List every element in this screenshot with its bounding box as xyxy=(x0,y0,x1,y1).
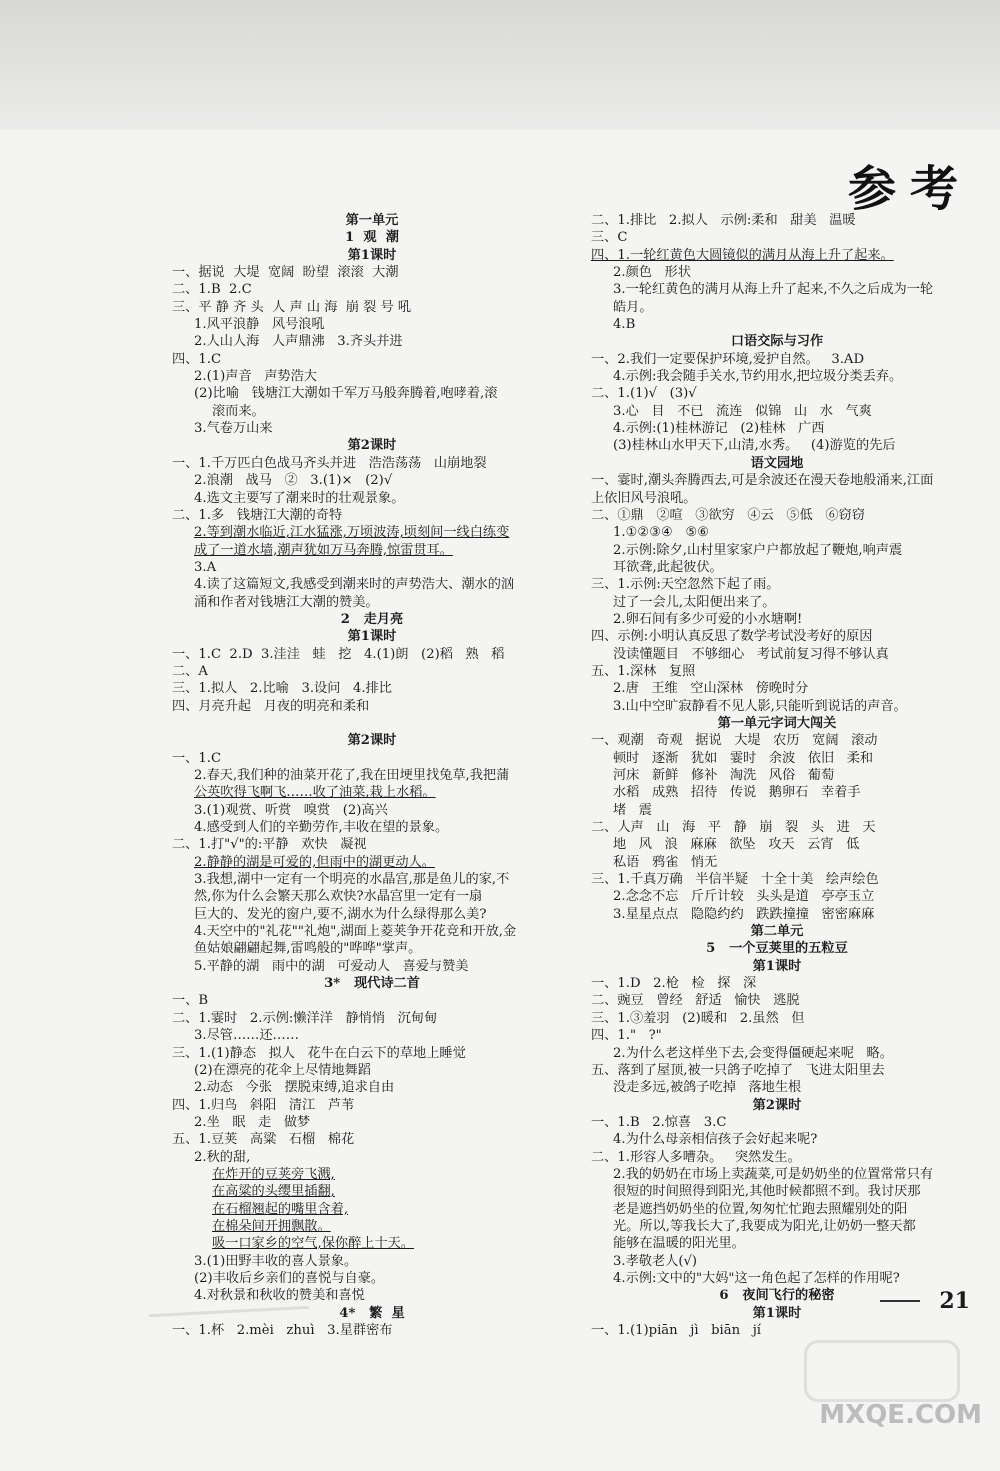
answer-text: 4.对秋景和秋收的赞美和喜悦 xyxy=(194,1288,365,1304)
answer-line xyxy=(591,1045,963,1062)
answer-text: 耳欲聋,此起彼伏。 xyxy=(613,559,723,575)
answer-line xyxy=(591,767,963,784)
section-heading xyxy=(172,247,572,264)
section-heading xyxy=(172,229,572,246)
answer-text: 1 观 潮 xyxy=(345,230,399,246)
answer-line xyxy=(591,472,963,489)
right-column xyxy=(591,212,963,1339)
answer-line xyxy=(591,1166,963,1183)
answer-text: 一、1.(1)piān jì biān jí xyxy=(591,1323,762,1338)
answer-line xyxy=(591,802,963,819)
answer-text: 三、1.(1)静态 拟人 花牛在白云下的草地上睡觉 xyxy=(172,1045,466,1061)
answer-text: 一、据说 大堤 宽阔 盼望 滚滚 大潮 xyxy=(172,265,399,281)
answer-line xyxy=(591,1322,963,1339)
answer-line xyxy=(591,542,963,559)
answer-line xyxy=(172,542,572,559)
answer-text: 5 一个豆荚里的五粒豆 xyxy=(706,941,848,957)
answer-line xyxy=(172,646,572,663)
answer-line xyxy=(172,281,572,298)
answer-line xyxy=(172,698,572,715)
answer-text: 没走多远,被鸽子吃掉 落地生根 xyxy=(613,1080,802,1096)
answer-line xyxy=(172,940,572,957)
answer-text: 第二单元 xyxy=(750,924,804,940)
answer-line xyxy=(591,784,963,801)
answer-line xyxy=(172,888,572,905)
answer-text: (2)在漂亮的花伞上尽情地舞蹈 xyxy=(194,1062,371,1078)
answer-text: 过了一会儿,太阳便出来了。 xyxy=(613,594,776,610)
answer-text: 成了一道水墙,潮声犹如万马奔腾,惊雷贯耳。 xyxy=(194,542,453,558)
answer-text: 三、1.拟人 2.比喻 3.设问 4.排比 xyxy=(172,681,392,697)
answer-line xyxy=(591,490,963,507)
answer-text: (2)比喻 钱塘江大潮如千军万马般奔腾着,咆哮着,滚 xyxy=(194,386,498,402)
answer-line xyxy=(591,594,963,611)
answer-line xyxy=(591,316,963,333)
answer-line xyxy=(591,507,963,524)
answer-line xyxy=(591,403,963,420)
answer-text: 语文园地 xyxy=(750,455,804,471)
answer-text: 二、1.(1)√ (3)√ xyxy=(591,386,697,402)
answer-text: 四、月亮升起 月夜的明亮和柔和 xyxy=(172,698,370,714)
answer-text: 三、1.示例:天空忽然下起了雨。 xyxy=(591,577,780,593)
publisher-stamp xyxy=(149,1306,311,1363)
answer-line xyxy=(591,906,963,923)
answer-text: 2.念念不忘 斤斤计较 头头是道 亭亭玉立 xyxy=(613,889,875,905)
answer-text: 二、1.形容人多嘈杂。 突然发生。 xyxy=(591,1149,801,1165)
answer-text: 二、人声 山 海 平 静 崩 裂 头 进 天 xyxy=(591,820,876,836)
answer-text: 二、1.多 钱塘江大潮的奇特 xyxy=(172,507,343,523)
answer-text: 2.坐 眠 走 做梦 xyxy=(194,1114,311,1130)
answer-text: 2.人山人海 人声鼎沸 3.齐头并进 xyxy=(194,334,403,350)
answer-text: 3.孝敬老人(√) xyxy=(613,1253,698,1269)
answer-line xyxy=(591,871,963,888)
answer-text: 一、1.C xyxy=(172,750,222,766)
answer-line xyxy=(172,420,572,437)
answer-line xyxy=(172,1045,572,1062)
answer-line xyxy=(172,1149,572,1166)
section-heading xyxy=(591,715,963,732)
answer-line xyxy=(172,992,572,1009)
answer-text: 4.为什么母亲相信孩子会好起来呢? xyxy=(613,1132,818,1148)
answer-line xyxy=(172,576,572,593)
answer-text: 1.①②③④ ⑤⑥ xyxy=(613,525,710,541)
section-heading xyxy=(172,628,572,645)
answer-line xyxy=(591,1131,963,1148)
answer-text: 2.唐 王维 空山深林 傍晚时分 xyxy=(613,681,809,697)
answer-line xyxy=(591,732,963,749)
answer-text: 第2课时 xyxy=(752,1097,802,1113)
answer-line xyxy=(172,1218,572,1235)
answer-line xyxy=(591,1270,963,1287)
answer-text: 二、A xyxy=(172,663,208,679)
section-heading xyxy=(591,1287,963,1304)
watermark-text: MXQE.COM xyxy=(819,1400,982,1430)
answer-text: 4.B xyxy=(613,317,636,333)
answer-text: 4.示例:我会随手关水,节约用水,把垃圾分类丢弃。 xyxy=(613,369,903,385)
answer-line xyxy=(591,264,963,281)
answer-text: 3.尽管……还…… xyxy=(194,1028,299,1044)
answer-line xyxy=(172,594,572,611)
answer-line xyxy=(591,368,963,385)
answer-text: 私语 鸦雀 悄无 xyxy=(613,854,718,870)
answer-line xyxy=(172,403,572,420)
answer-line xyxy=(172,368,572,385)
answer-text: 皓月。 xyxy=(613,299,653,315)
answer-text: 五、1.深林 复照 xyxy=(591,663,696,679)
answer-text: 四、1.C xyxy=(172,351,222,367)
answer-text: 在棉朵间开拥飘散。 xyxy=(212,1218,331,1234)
answer-line xyxy=(172,1270,572,1287)
answer-text: 堵 震 xyxy=(613,802,652,818)
answer-line xyxy=(591,1010,963,1027)
answer-line xyxy=(591,247,963,264)
answer-line xyxy=(172,351,572,368)
answer-text: 鱼姑娘翩翩起舞,雷鸣般的"哗哗"掌声。 xyxy=(194,941,422,957)
answer-text: 3.一轮红黄色的满月从海上升了起来,不久之后成为一轮 xyxy=(613,282,934,298)
answer-text: 2.等到潮水临近,江水猛涨,万顷波涛,顷刻间一线白练变 xyxy=(194,525,510,541)
answer-text: 能够在温暖的阳光里。 xyxy=(613,1236,745,1252)
answer-line xyxy=(591,1183,963,1200)
answer-text: 2.我的奶奶在市场上卖蔬菜,可是奶奶坐的位置常常只有 xyxy=(613,1166,934,1182)
answer-line xyxy=(591,888,963,905)
answer-line xyxy=(172,1235,572,1252)
answer-text: 一、霎时,潮头奔腾西去,可是余波还在漫天卷地般涌来,江面 xyxy=(591,473,934,489)
answer-text: 4.选文主要写了潮来时的壮观景象。 xyxy=(194,490,405,506)
section-heading xyxy=(591,1305,963,1322)
answer-line xyxy=(172,316,572,333)
watermark-logo xyxy=(804,1340,960,1402)
left-column xyxy=(172,212,572,1339)
answer-line xyxy=(172,1253,572,1270)
answer-text: 2 走月亮 xyxy=(340,611,404,627)
section-heading xyxy=(591,455,963,472)
section-heading xyxy=(591,1097,963,1114)
answer-line xyxy=(591,420,963,437)
answer-line xyxy=(591,819,963,836)
answer-line xyxy=(172,854,572,871)
answer-line xyxy=(591,1149,963,1166)
answer-text: 三、C xyxy=(591,230,628,246)
answer-text: 2.卵石间有多少可爱的小水塘啊! xyxy=(613,611,803,627)
answer-text: 光。所以,等我长大了,我要成为阳光,让奶奶一整天都 xyxy=(613,1218,916,1234)
answer-text: 吸一口家乡的空气,保你醉上十天。 xyxy=(212,1236,415,1252)
answer-text: 三、1.③羞羽 (2)暖和 2.虽然 但 xyxy=(591,1010,805,1026)
answer-text: 然,你为什么会繁天那么欢快?水晶宫里一定有一扇 xyxy=(194,889,483,905)
answer-text: 口语交际与习作 xyxy=(730,334,824,350)
answer-text: 1.风平浪静 风号浪吼 xyxy=(194,317,325,333)
page-number: 21 xyxy=(939,1288,970,1314)
answer-line xyxy=(591,680,963,697)
answer-text: 一、1.B 2.惊喜 3.C xyxy=(591,1114,727,1130)
section-heading xyxy=(172,975,572,992)
answer-line xyxy=(172,472,572,489)
answer-text: 第1课时 xyxy=(752,1305,802,1321)
answer-text: 二、1.排比 2.拟人 示例:柔和 甜美 温暖 xyxy=(591,213,856,228)
answer-text: 4* 繁 星 xyxy=(339,1305,405,1321)
answer-text: 老是遮挡奶奶坐的位置,匆匆忙忙跑去照耀别处的阳 xyxy=(613,1201,908,1217)
answer-text: 2.(1)声音 声势浩大 xyxy=(194,369,317,385)
answer-line xyxy=(591,992,963,1009)
answer-line xyxy=(591,559,963,576)
answer-line xyxy=(172,663,572,680)
answer-line xyxy=(172,1079,572,1096)
answer-line xyxy=(591,351,963,368)
answer-line xyxy=(172,715,572,732)
answer-line xyxy=(591,385,963,402)
answer-line xyxy=(172,1183,572,1200)
answer-line xyxy=(591,1218,963,1235)
answer-line xyxy=(172,1097,572,1114)
answer-line xyxy=(591,854,963,871)
answer-text: 4.示例:(1)桂林游记 (2)桂林 广西 xyxy=(613,421,825,437)
answer-line xyxy=(172,455,572,472)
answer-line xyxy=(591,1027,963,1044)
answer-line xyxy=(591,1079,963,1096)
answer-line xyxy=(172,1010,572,1027)
answer-text: 2.秋的甜, xyxy=(194,1149,251,1165)
answer-text: 二、1.打"√"的:平静 欢快 凝视 xyxy=(172,837,367,853)
answer-line xyxy=(172,507,572,524)
answer-text: (2)丰收后乡亲们的喜悦与自豪。 xyxy=(194,1270,385,1286)
answer-text: 五、落到了屋顶,被一只鸽子吃掉了 飞进太阳里去 xyxy=(591,1062,885,1078)
answer-text: 一、1.千万匹白色战马齐头并进 浩浩荡荡 山崩地裂 xyxy=(172,455,487,471)
section-heading xyxy=(591,940,963,957)
answer-text: 滚而来。 xyxy=(212,403,265,419)
answer-line xyxy=(172,559,572,576)
answer-text: 2.颜色 形状 xyxy=(613,265,691,281)
answer-line xyxy=(172,264,572,281)
answer-line xyxy=(172,490,572,507)
answer-text: 6 夜间飞行的秘密 xyxy=(719,1288,835,1304)
answer-text: 2.动态 今张 摆脱束缚,追求自由 xyxy=(194,1080,395,1096)
answer-text: 涌和作者对钱塘江大潮的赞美。 xyxy=(194,594,379,610)
answer-text: 第2课时 xyxy=(347,733,397,749)
answer-text: 顿时 逐渐 犹如 霎时 余波 依旧 柔和 xyxy=(613,750,874,766)
answer-line xyxy=(172,767,572,784)
section-heading xyxy=(591,958,963,975)
answer-line xyxy=(591,437,963,454)
answer-line xyxy=(591,1062,963,1079)
answer-text: 二、1.B 2.C xyxy=(172,282,252,298)
answer-line xyxy=(591,212,963,229)
answer-text: (3)桂林山水甲天下,山清,水秀。 (4)游览的先后 xyxy=(613,438,896,454)
answer-text: 第1课时 xyxy=(347,247,397,263)
answer-text: 上依旧风号浪吼。 xyxy=(591,490,697,506)
answer-text: 四、1." ?" xyxy=(591,1028,662,1044)
answer-text: 3.我想,湖中一定有一个明亮的水晶宫,那是鱼儿的家,不 xyxy=(194,872,510,888)
answer-text: 一、1.杯 2.mèi zhuì 3.星群密布 xyxy=(172,1323,393,1338)
answer-line xyxy=(172,819,572,836)
answer-line xyxy=(591,663,963,680)
answer-text: 一、1.C 2.D 3.洼洼 蛙 挖 4.(1)朗 (2)稻 熟 稻 xyxy=(172,646,505,662)
answer-line xyxy=(172,1166,572,1183)
answer-text: 四、1.一轮红黄色大圆镜似的满月从海上升了起来。 xyxy=(591,247,894,263)
answer-text: 第一单元字词大闯关 xyxy=(717,715,837,731)
answer-text: 第2课时 xyxy=(347,438,397,454)
answer-text: 五、1.豆荚 高粱 石榴 棉花 xyxy=(172,1132,355,1148)
section-heading xyxy=(172,611,572,628)
answer-line xyxy=(172,906,572,923)
answer-text: 4.示例:文中的"大妈"这一角色起了怎样的作用呢? xyxy=(613,1270,900,1286)
answer-line xyxy=(172,1201,572,1218)
answer-line xyxy=(172,299,572,316)
answer-text: 没读懂题目 不够细心 考试前复习得不够认真 xyxy=(613,646,889,662)
answer-line xyxy=(591,750,963,767)
answer-text: 一、观潮 奇观 据说 大堤 农历 宽阔 滚动 xyxy=(591,733,878,749)
answer-text: 2.为什么老这样坐下去,会变得僵硬起来呢 略。 xyxy=(613,1045,893,1061)
answer-line xyxy=(591,611,963,628)
page-number-dash xyxy=(880,1300,920,1302)
answer-text: 3.山中空旷寂静看不见人影,只能听到说话的声音。 xyxy=(613,698,907,714)
answer-text: 巨大的、发光的窗户,要不,湖水为什么绿得那么美? xyxy=(194,906,487,922)
answer-line xyxy=(591,1235,963,1252)
answer-text: 3.心 目 不已 流连 似锦 山 水 气爽 xyxy=(613,403,872,419)
answer-line xyxy=(172,958,572,975)
answer-text: 3.星星点点 隐隐约约 跌跌撞撞 密密麻麻 xyxy=(613,906,875,922)
answer-text: 公英吹得飞啊飞……收了油菜,栽上水稻。 xyxy=(194,785,436,801)
answer-line xyxy=(172,680,572,697)
answer-line xyxy=(172,923,572,940)
answer-text: 一、B xyxy=(172,993,209,1009)
scan-top-band xyxy=(0,0,1000,130)
answer-text: 水稻 成熟 招待 传说 鹅卵石 幸着手 xyxy=(613,785,861,801)
answer-line xyxy=(591,524,963,541)
answer-text: 3.气卷万山来 xyxy=(194,421,273,437)
section-heading xyxy=(172,732,572,749)
answer-line xyxy=(591,299,963,316)
answer-text: 四、示例:小明认真反思了数学考试没考好的原因 xyxy=(591,629,873,645)
answer-text: 3.(1)田野丰收的喜人景象。 xyxy=(194,1253,358,1269)
answer-text: 三、平 静 齐 头 人 声 山 海 崩 裂 号 吼 xyxy=(172,299,412,315)
answer-text: 4.读了这篇短文,我感受到潮来时的声势浩大、潮水的汹 xyxy=(194,577,515,593)
section-heading xyxy=(172,212,572,229)
answer-text: 一、1.D 2.枪 检 探 深 xyxy=(591,976,757,992)
answer-text: 2.浪潮 战马 ② 3.(1)× (2)√ xyxy=(194,473,393,489)
answer-text: 三、1.千真万确 半信半疑 十全十美 绘声绘色 xyxy=(591,872,879,888)
answer-text: 四、1.归鸟 斜阳 清江 芦苇 xyxy=(172,1097,355,1113)
answer-text: 地 风 浪 麻麻 欲坠 攻天 云宵 低 xyxy=(613,837,860,853)
answer-line xyxy=(591,698,963,715)
answer-line xyxy=(591,1114,963,1131)
answer-text: 4.天空中的"礼花""礼炮",湖面上菱荚争开花竞和开放,金 xyxy=(194,924,517,940)
answer-text: 3.(1)观赏、听赏 嗅赏 (2)高兴 xyxy=(194,802,388,818)
section-heading xyxy=(591,333,963,350)
answer-text: 河床 新鲜 修补 淘洗 风俗 葡萄 xyxy=(613,768,835,783)
answer-line xyxy=(172,1062,572,1079)
answer-text: 很短的时间照得到阳光,其他时候都照不到。我讨厌那 xyxy=(613,1184,921,1200)
answer-text: 二、①鼎 ②喧 ③欲穷 ④云 ⑤低 ⑥窃窃 xyxy=(591,507,865,523)
answer-line xyxy=(172,1131,572,1148)
section-heading xyxy=(591,923,963,940)
answer-text: 一、2.我们一定要保护环境,爱护自然。 3.AD xyxy=(591,351,865,367)
answer-line xyxy=(591,975,963,992)
answer-text: 4.感受到人们的辛勤劳作,丰收在望的景象。 xyxy=(194,820,449,836)
answer-line xyxy=(591,836,963,853)
section-heading xyxy=(172,437,572,454)
answer-line xyxy=(172,1287,572,1304)
answer-text: 2.静静的湖是可爱的,但雨中的湖更动人。 xyxy=(194,854,435,870)
answer-text: 第1课时 xyxy=(752,958,802,974)
answer-line xyxy=(591,229,963,246)
answer-line xyxy=(172,1114,572,1131)
answer-text: 2.春天,我们种的油菜开花了,我在田埂里找兔草,我把蒲 xyxy=(194,768,510,783)
answer-line xyxy=(591,576,963,593)
answer-text: 在高粱的头缨里插翻, xyxy=(212,1184,335,1200)
answer-line xyxy=(591,1253,963,1270)
answer-line xyxy=(591,646,963,663)
answer-text: 3* 现代诗二首 xyxy=(324,976,420,992)
answer-line xyxy=(591,281,963,298)
answer-line xyxy=(172,750,572,767)
answer-text: 第1课时 xyxy=(347,629,397,645)
page-title: 参考 xyxy=(847,161,972,217)
answer-line xyxy=(172,1027,572,1044)
answer-text: 第一单元 xyxy=(345,213,399,228)
answer-line xyxy=(172,836,572,853)
answer-text: 2.示例:除夕,山村里家家户户都放起了鞭炮,响声震 xyxy=(613,542,903,558)
answer-text: 在炸开的豆荚旁飞溅, xyxy=(212,1166,335,1182)
answer-line xyxy=(172,524,572,541)
answer-line xyxy=(172,802,572,819)
answer-text: 二、豌豆 曾经 舒适 愉快 逃脱 xyxy=(591,993,800,1009)
answer-text: 3.A xyxy=(194,559,217,575)
answer-line xyxy=(591,1201,963,1218)
answer-line xyxy=(172,385,572,402)
answer-text: 5.平静的湖 雨中的湖 可爱动人 喜爱与赞美 xyxy=(194,958,469,974)
answer-line xyxy=(172,333,572,350)
answer-text: 二、1.霎时 2.示例:懒洋洋 静悄悄 沉甸甸 xyxy=(172,1010,438,1026)
answer-line xyxy=(172,784,572,801)
answer-line xyxy=(591,628,963,645)
answer-line xyxy=(172,871,572,888)
answer-text: 在石榴翘起的嘴里含着, xyxy=(212,1201,349,1217)
